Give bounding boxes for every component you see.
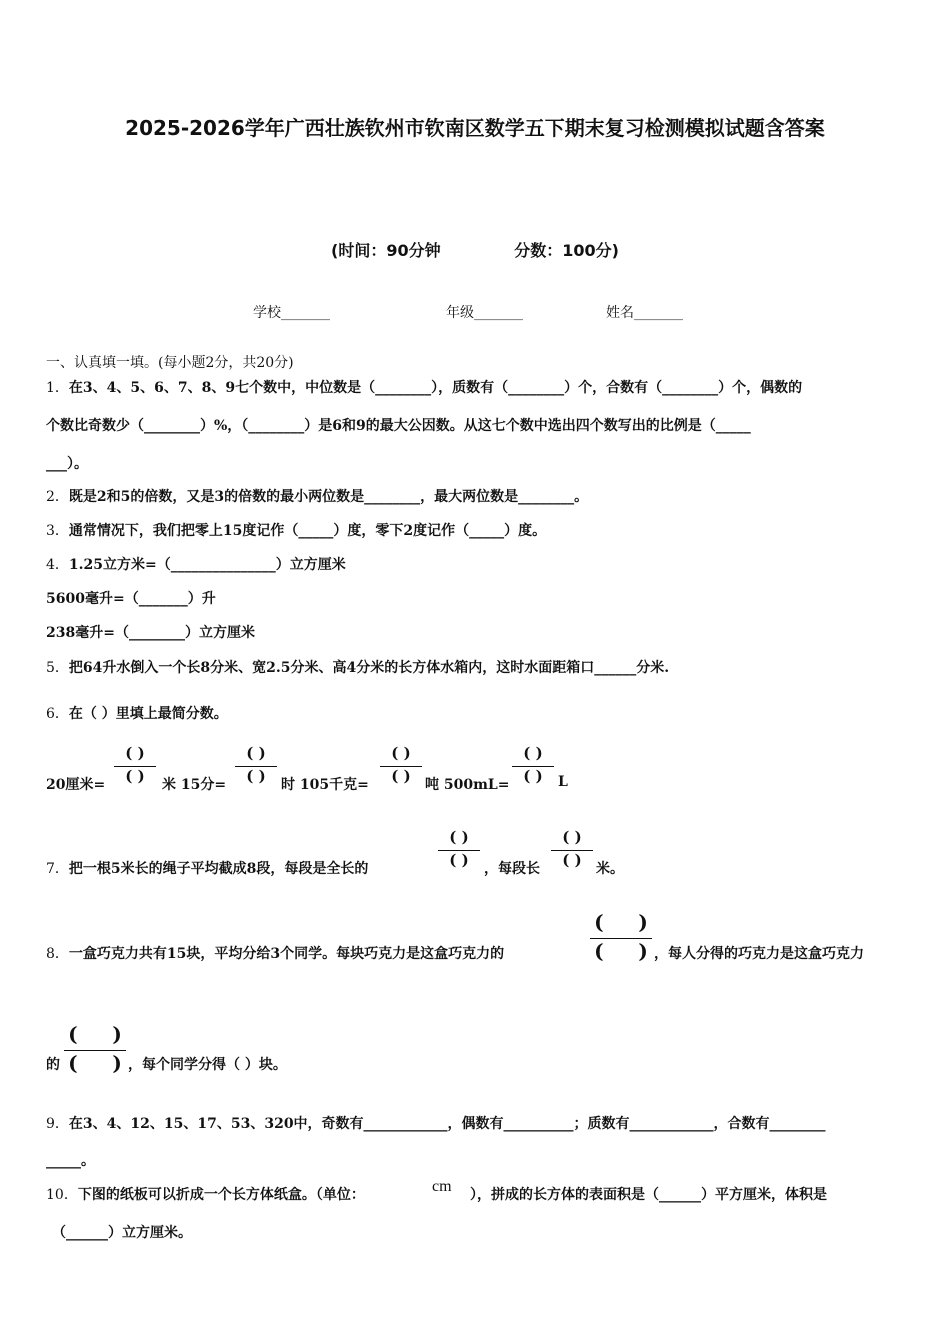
q6-prefix: 20厘米= <box>46 777 106 793</box>
question-10 <box>46 1184 365 1204</box>
question-5 <box>46 657 669 677</box>
q4-line2: 5600毫升=（_______）升 <box>46 591 216 607</box>
q6-unit-2: 时 105千克= <box>281 777 369 793</box>
q8-text-c: 的 <box>46 1057 60 1073</box>
fraction-blank: ( ) ( ) <box>114 744 156 789</box>
exam-meta <box>0 238 950 261</box>
school-field: 学校_______ <box>253 305 330 321</box>
unit-label: cm <box>432 1178 452 1195</box>
question-number: 6． <box>46 706 69 722</box>
question-3 <box>46 520 546 540</box>
q9-line2: _____。 <box>46 1153 95 1169</box>
q10-text-b: ），拼成的长方体的表面积是（______）平方厘米，体积是 <box>470 1187 827 1203</box>
exam-time: (时间：90分钟 <box>331 241 441 260</box>
fraction-blank: ( ) ( ) <box>380 744 422 789</box>
fraction-blank: ( ) ( ) <box>235 744 277 789</box>
question-2 <box>46 486 588 506</box>
q6-text: 在（ ）里填上最简分数。 <box>68 706 228 722</box>
question-6 <box>46 703 228 723</box>
name-field: 姓名_______ <box>606 305 683 321</box>
q5-text: 把64升水倒入一个长8分米、宽2.5分米、高4分米的长方体水箱内，这时水面距箱口______分米. <box>68 660 670 676</box>
q7-text-a: 把一根5米长的绳子平均截成8段，每段是全长的 <box>68 861 369 877</box>
question-number: 2． <box>46 489 69 505</box>
question-4 <box>46 554 346 574</box>
q4-line3: 238毫升=（________）立方厘米 <box>46 625 255 641</box>
fraction-blank: ( ) ( ) <box>438 828 480 873</box>
grade-field: 年级_______ <box>446 305 523 321</box>
q6-unit-4: L <box>558 774 568 790</box>
question-7 <box>46 858 368 878</box>
question-9 <box>46 1113 826 1133</box>
question-number: 1． <box>46 380 69 396</box>
question-number: 7． <box>46 861 69 877</box>
question-number: 4． <box>46 557 69 573</box>
fraction-blank: ( ) ( ) <box>512 744 554 789</box>
q3-text: 通常情况下，我们把零上15度记作（_____）度，零下2度记作（_____）度。 <box>68 523 547 539</box>
q8-text-d: ，每个同学分得（ ）块。 <box>128 1057 287 1073</box>
q6-unit-3: 吨 500mL= <box>425 777 510 793</box>
question-number: 9． <box>46 1116 69 1132</box>
question-8 <box>46 943 504 963</box>
question-number: 5． <box>46 660 69 676</box>
q10-line2: （______）立方厘米。 <box>52 1225 192 1241</box>
question-1 <box>46 377 802 397</box>
fraction-blank: ( ) ( ) <box>551 828 593 873</box>
question-number: 10． <box>46 1187 78 1203</box>
q10-text-a: 下图的纸板可以折成一个长方体纸盒。（单位： <box>77 1187 365 1203</box>
q2-text: 既是2和5的倍数，又是3的倍数的最小两位数是________，最大两位数是________。 <box>68 489 589 505</box>
q8-text-b: ，每人分得的巧克力是这盒巧克力 <box>654 946 864 962</box>
q1-line2: 个数比奇数少（________）%，（________）是6和9的最大公因数。从这七个数中选出四个数写出的比例是（_____ <box>46 418 751 434</box>
q6-unit-1: 米 15分= <box>162 777 227 793</box>
q9-line1: 在3、4、12、15、17、53、320中，奇数有____________，偶数有__________；质数有____________，合数有________ <box>68 1116 826 1132</box>
fraction-blank: ( ) ( ) <box>64 1022 126 1073</box>
section-heading: 一、认真填一填。(每小题2分，共20分) <box>46 355 294 371</box>
fraction-blank: ( ) ( ) <box>590 910 652 961</box>
q1-line1: 在3、4、5、6、7、8、9七个数中，中位数是（________），质数有（________）个，合数有（________）个，偶数的 <box>68 380 803 396</box>
question-number: 3． <box>46 523 69 539</box>
q8-text-a: 一盒巧克力共有15块，平均分给3个同学。每块巧克力是这盒巧克力的 <box>68 946 505 962</box>
q1-line3: ___）。 <box>46 456 88 472</box>
q7-text-c: 米。 <box>596 861 624 877</box>
q4-line1: 1.25立方米=（_______________）立方厘米 <box>68 557 346 573</box>
q7-text-b: ，每段长 <box>484 861 540 877</box>
exam-score: 分数：100分) <box>514 241 619 260</box>
page-title: 2025-2026学年广西壮族钦州市钦南区数学五下期末复习检测模拟试题含答案 <box>125 116 825 140</box>
question-number: 8． <box>46 946 69 962</box>
